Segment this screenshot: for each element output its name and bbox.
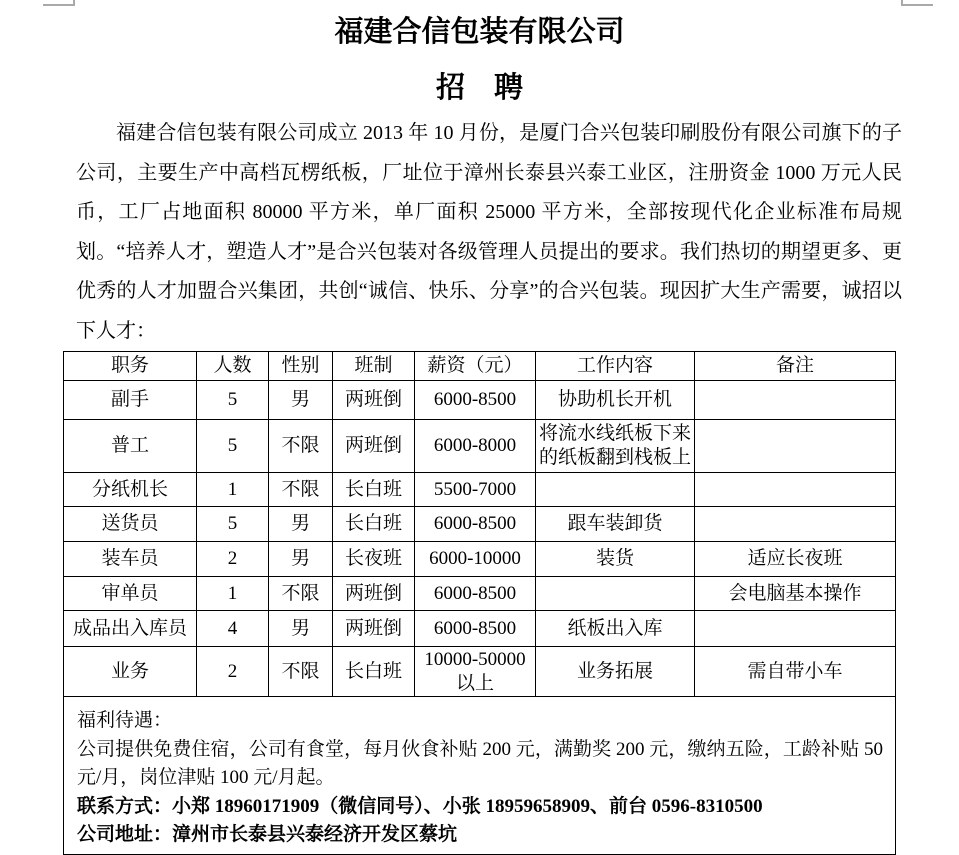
- margin-crop-mark-right: [901, 0, 933, 6]
- table-row-order-checker: [64, 577, 896, 611]
- intro-paragraph: 福建合信包装有限公司成立 2013 年 10 月份，是厦门合兴包装印刷股份有限公司旗下的子公司，主要生产中高档瓦楞纸板，厂址位于漳州长泰县兴泰工业区，注册资金 1000 万元人民币，工厂占地面积 80000 平方米，单厂面积 25000 平方米，全部按现代化企业标准布局规划。“培养人才，塑造人才”是合兴包装对各级管理人员提出的要求。我们热切的期望更多、更优秀的人才加盟合兴集团，共创“诚信、快乐、分享”的合兴包装。现因扩大生产需要，诚招以下人才：: [76, 122, 902, 342]
- cell-gender: 男: [269, 507, 333, 542]
- cell-headcount: 1: [197, 577, 269, 611]
- cell-gender: 男: [269, 611, 333, 647]
- header-shift: 班制: [333, 352, 415, 381]
- cell-headcount: 2: [197, 542, 269, 577]
- cell-salary: 5500-7000: [415, 473, 536, 507]
- cell-remark: 会电脑基本操作: [695, 577, 896, 611]
- table-row-warehouse-keeper: [64, 611, 896, 647]
- cell-duty: 协助机长开机: [536, 381, 695, 420]
- cell-remark: [695, 381, 896, 420]
- welfare-text: 公司提供免费住宿，公司有食堂，每月伙食补贴 200 元，满勤奖 200 元，缴纳五险，工龄补贴 50 元/月，岗位津贴 100 元/月起。: [77, 738, 883, 788]
- contact-line: 联系方式：小郑 18960171909（微信同号）、小张 18959658909、前台 0596-8310500: [77, 795, 763, 817]
- margin-crop-mark-left: [43, 0, 75, 6]
- table-header-row: [64, 352, 896, 381]
- recruit-title: 招 聘: [435, 72, 523, 104]
- welfare-title: 福利待遇：: [77, 710, 173, 731]
- company-title: 福建合信包装有限公司: [334, 16, 625, 48]
- cell-duty: 业务拓展: [536, 647, 695, 697]
- cell-duty: 装货: [536, 542, 695, 577]
- cell-shift: 两班倒: [333, 611, 415, 647]
- cell-remark: [695, 611, 896, 647]
- cell-remark: 需自带小车: [695, 647, 896, 697]
- cell-duty: 纸板出入库: [536, 611, 695, 647]
- cell-duty: 跟车装卸货: [536, 507, 695, 542]
- cell-shift: 长夜班: [333, 542, 415, 577]
- notes-cell: [64, 697, 896, 855]
- cell-gender: 不限: [269, 420, 333, 473]
- table-row-paper-cutter-lead: [64, 473, 896, 507]
- cell-headcount: 5: [197, 507, 269, 542]
- cell-gender: 不限: [269, 577, 333, 611]
- cell-duty: 将流水线纸板下来的纸板翻到栈板上: [536, 420, 695, 473]
- cell-position: 送货员: [64, 507, 197, 542]
- header-remark: 备注: [695, 352, 896, 381]
- cell-salary: 6000-10000: [415, 542, 536, 577]
- cell-remark: [695, 507, 896, 542]
- cell-position: 业务: [64, 647, 197, 697]
- cell-shift: 两班倒: [333, 577, 415, 611]
- header-headcount: 人数: [197, 352, 269, 381]
- cell-headcount: 5: [197, 420, 269, 473]
- cell-position: 普工: [64, 420, 197, 473]
- cell-position: 装车员: [64, 542, 197, 577]
- table-row-loader: [64, 542, 896, 577]
- cell-position: 审单员: [64, 577, 197, 611]
- header-duty: 工作内容: [536, 352, 695, 381]
- cell-gender: 男: [269, 381, 333, 420]
- cell-salary: 6000-8500: [415, 507, 536, 542]
- cell-duty: [536, 577, 695, 611]
- cell-shift: 长白班: [333, 473, 415, 507]
- cell-salary: 6000-8000: [415, 420, 536, 473]
- cell-shift: 两班倒: [333, 381, 415, 420]
- cell-headcount: 1: [197, 473, 269, 507]
- jobs-table: [63, 351, 896, 855]
- cell-remark: 适应长夜班: [695, 542, 896, 577]
- cell-position: 副手: [64, 381, 197, 420]
- header-gender: 性别: [269, 352, 333, 381]
- cell-headcount: 2: [197, 647, 269, 697]
- cell-shift: 长白班: [333, 507, 415, 542]
- cell-salary: 6000-8500: [415, 381, 536, 420]
- cell-remark: [695, 420, 896, 473]
- table-row-general-worker: [64, 420, 896, 473]
- table-row-sales: [64, 647, 896, 697]
- table-row-deliveryman: [64, 507, 896, 542]
- table-row-assistant: [64, 381, 896, 420]
- header-salary: 薪资（元）: [415, 352, 536, 381]
- cell-position: 成品出入库员: [64, 611, 197, 647]
- header-position: 职务: [64, 352, 197, 381]
- table-notes-row: [64, 697, 896, 855]
- cell-position: 分纸机长: [64, 473, 197, 507]
- cell-salary: 6000-8500: [415, 577, 536, 611]
- cell-shift: 长白班: [333, 647, 415, 697]
- cell-salary: 10000-50000 以上: [415, 647, 536, 697]
- cell-gender: 不限: [269, 647, 333, 697]
- cell-headcount: 4: [197, 611, 269, 647]
- cell-remark: [695, 473, 896, 507]
- cell-gender: 男: [269, 542, 333, 577]
- cell-shift: 两班倒: [333, 420, 415, 473]
- cell-salary: 6000-8500: [415, 611, 536, 647]
- cell-gender: 不限: [269, 473, 333, 507]
- cell-duty: [536, 473, 695, 507]
- address-line: 公司地址：漳州市长泰县兴泰经济开发区蔡坑: [77, 824, 458, 845]
- cell-headcount: 5: [197, 381, 269, 420]
